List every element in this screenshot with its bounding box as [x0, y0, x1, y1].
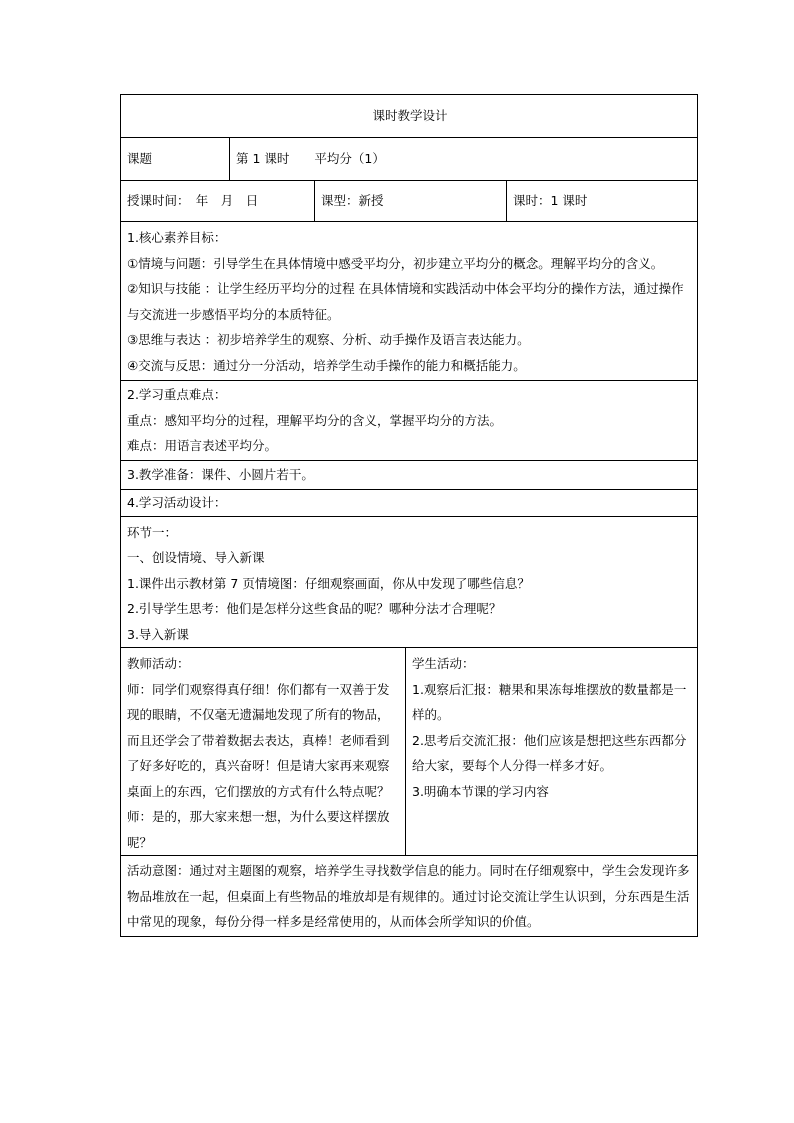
activity-design-heading: 4.学习活动设计： [121, 489, 698, 516]
title-row [121, 95, 698, 138]
teaching-time: 授课时间： 年 月 日 [121, 181, 315, 222]
segment-step: 1.课件出示教材第 7 页情境图：仔细观察画面，你从中发现了哪些信息？ [127, 575, 530, 591]
goal-item: ④交流与反思：通过分一分活动，培养学生动手操作的能力和概括能力。 [127, 357, 526, 373]
lesson-type: 课型：新授 [315, 181, 507, 222]
topic-label: 课题 [121, 138, 230, 181]
prep-row [121, 460, 698, 489]
segment-step: 3.导入新课 [127, 626, 189, 642]
keypoints-row [121, 381, 698, 461]
segment-cell [121, 516, 698, 648]
keypoints-cell [121, 381, 698, 461]
student-item: 1.观察后汇报：糖果和果冻每堆摆放的数量都是一样的。 [412, 681, 687, 722]
document-title: 课时教学设计 [121, 95, 698, 138]
activities-row [121, 648, 698, 856]
intent-row [121, 856, 698, 937]
key-focus: 重点：感知平均分的过程，理解平均分的含义，掌握平均分的方法。 [127, 412, 503, 428]
teacher-heading: 教师活动： [127, 656, 190, 671]
segment-step: 2.引导学生思考：他们是怎样分这些食品的呢？哪种分法才合理呢？ [127, 601, 502, 616]
goal-item: ①情境与问题：引导学生在具体情境中感受平均分，初步建立平均分的概念。理解平均分的含义。 [127, 255, 664, 271]
student-item: 2.思考后交流汇报：他们应该是想把这些东西都分给大家，要每个人分得一样多才好。 [412, 732, 687, 773]
segment-title: 一、创设情境、导入新课 [127, 550, 265, 565]
student-heading: 学生活动： [412, 656, 475, 671]
segment-name: 环节一： [127, 524, 178, 540]
teaching-prep: 3.教学准备：课件、小圆片若干。 [121, 460, 698, 489]
student-activity-cell [406, 648, 698, 856]
topic-row [121, 138, 698, 181]
core-goals-cell [121, 222, 698, 381]
teacher-paragraph: 师：是的，那大家来想一想，为什么要这样摆放呢？ [127, 809, 390, 850]
lesson-plan-table [120, 94, 698, 937]
schedule-row [121, 181, 698, 222]
lesson-hours: 课时：1 课时 [507, 181, 698, 222]
teacher-paragraph: 师：同学们观察得真仔细！你们都有一双善于发现的眼睛，不仅毫无遗漏地发现了所有的物品，而且还学会了带着数据去表达，真棒！老师看到了好多好吃的，真兴奋呀！但是请大家再来观察桌面上的东西，它们摆放的方式有什么特点呢？ [127, 681, 390, 799]
goals-heading: 1.核心素养目标： [127, 230, 227, 245]
goal-item: ③思维与表达 ：初步培养学生的观察、分析、动手操作及语言表达能力。 [127, 332, 530, 347]
activity-intent: 活动意图：通过对主题图的观察，培养学生寻找数学信息的能力。同时在仔细观察中，学生会发现许多物品堆放在一起，但桌面上有些物品的堆放却是有规律的。通过讨论交流让学生认识到，分东西是生活中常见的现象，每份分得一样多是经常使用的，从而体会所学知识的价值。 [121, 856, 698, 937]
student-item: 3.明确本节课的学习内容 [412, 783, 549, 799]
keypoints-heading: 2.学习重点难点： [127, 387, 227, 402]
teacher-activity-cell [121, 648, 406, 856]
goal-item: ②知识与技能 ：让学生经历平均分的过程 在具体情境和实践活动中体会平均分的操作方法，通过操作与交流进一步感悟平均分的本质特征。 [127, 281, 684, 322]
activity-heading-row [121, 489, 698, 516]
key-difficulty: 难点：用语言表述平均分。 [127, 438, 278, 453]
segment-row [121, 516, 698, 648]
topic-value: 第 1 课时 平均分（1） [230, 138, 698, 181]
goals-row [121, 222, 698, 381]
